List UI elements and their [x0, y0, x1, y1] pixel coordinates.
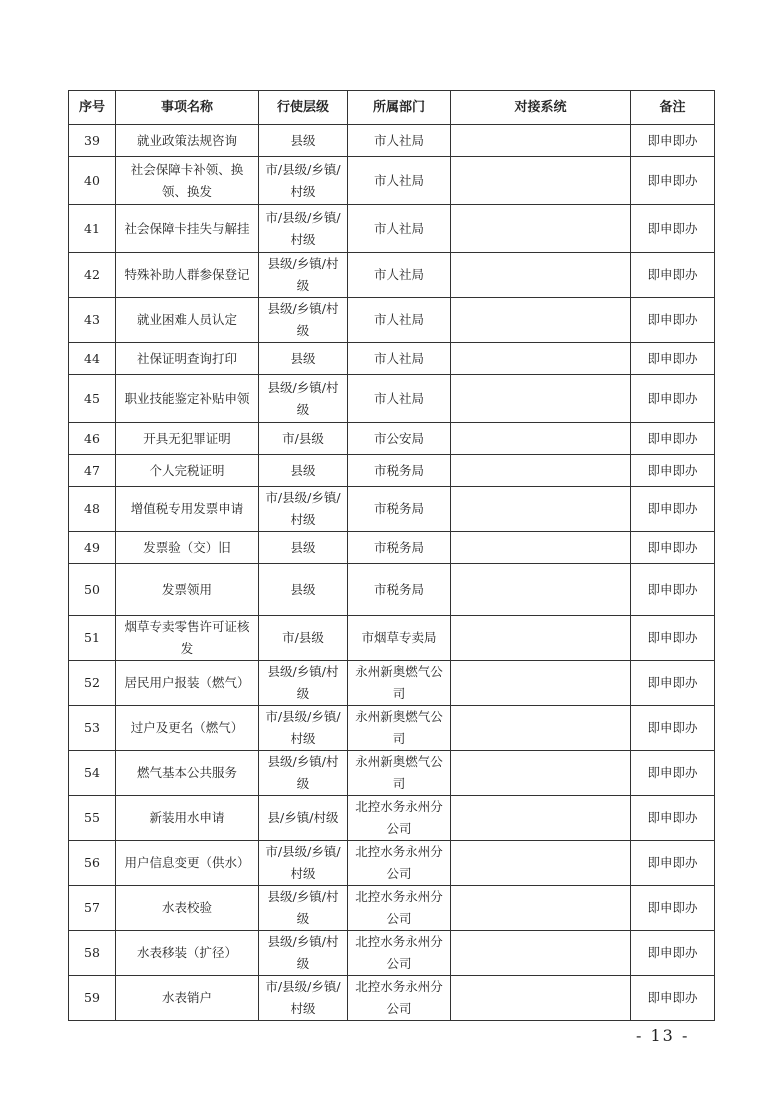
header-remarks: 备注 [631, 91, 715, 125]
cell-remarks: 即申即办 [631, 796, 715, 841]
table-row [69, 125, 715, 157]
cell-remarks: 即申即办 [631, 455, 715, 487]
cell-department: 永州新奥燃气公司 [348, 706, 451, 751]
cell-exercise-level: 县级/乡镇/村级 [259, 375, 348, 423]
cell-exercise-level: 县级/乡镇/村级 [259, 253, 348, 298]
cell-matter-name: 烟草专卖零售许可证核发 [116, 616, 259, 661]
table-header-row [69, 91, 715, 125]
table-body [69, 125, 715, 1021]
cell-serial-no: 41 [69, 205, 116, 253]
cell-department: 永州新奥燃气公司 [348, 661, 451, 706]
table-row [69, 423, 715, 455]
cell-serial-no: 59 [69, 976, 116, 1021]
cell-matter-name: 过户及更名（燃气） [116, 706, 259, 751]
cell-matter-name: 发票领用 [116, 564, 259, 616]
page-number: - 13 - [636, 1026, 690, 1045]
cell-remarks: 即申即办 [631, 976, 715, 1021]
cell-connected-system [451, 931, 631, 976]
cell-serial-no: 57 [69, 886, 116, 931]
table-row [69, 616, 715, 661]
cell-serial-no: 43 [69, 298, 116, 343]
cell-connected-system [451, 455, 631, 487]
cell-connected-system [451, 253, 631, 298]
cell-remarks: 即申即办 [631, 706, 715, 751]
cell-remarks: 即申即办 [631, 532, 715, 564]
cell-serial-no: 52 [69, 661, 116, 706]
cell-department: 北控水务永州分公司 [348, 976, 451, 1021]
cell-department: 市税务局 [348, 564, 451, 616]
cell-department: 市人社局 [348, 253, 451, 298]
cell-connected-system [451, 298, 631, 343]
cell-exercise-level: 市/县级/乡镇/村级 [259, 157, 348, 205]
cell-department: 市人社局 [348, 343, 451, 375]
cell-matter-name: 燃气基本公共服务 [116, 751, 259, 796]
cell-matter-name: 职业技能鉴定补贴申领 [116, 375, 259, 423]
cell-exercise-level: 县级/乡镇/村级 [259, 751, 348, 796]
cell-remarks: 即申即办 [631, 125, 715, 157]
cell-department: 市公安局 [348, 423, 451, 455]
header-matter-name: 事项名称 [116, 91, 259, 125]
cell-matter-name: 开具无犯罪证明 [116, 423, 259, 455]
cell-remarks: 即申即办 [631, 661, 715, 706]
cell-connected-system [451, 423, 631, 455]
cell-department: 市人社局 [348, 205, 451, 253]
header-connected-system: 对接系统 [451, 91, 631, 125]
cell-department: 市人社局 [348, 125, 451, 157]
cell-remarks: 即申即办 [631, 886, 715, 931]
header-exercise-level: 行使层级 [259, 91, 348, 125]
table-row [69, 841, 715, 886]
header-department: 所属部门 [348, 91, 451, 125]
cell-exercise-level: 市/县级 [259, 616, 348, 661]
cell-connected-system [451, 841, 631, 886]
cell-serial-no: 48 [69, 487, 116, 532]
table-row [69, 706, 715, 751]
cell-exercise-level: 市/县级/乡镇/村级 [259, 487, 348, 532]
table-row [69, 205, 715, 253]
cell-connected-system [451, 532, 631, 564]
cell-serial-no: 39 [69, 125, 116, 157]
cell-matter-name: 就业政策法规咨询 [116, 125, 259, 157]
cell-department: 市人社局 [348, 375, 451, 423]
cell-remarks: 即申即办 [631, 298, 715, 343]
cell-matter-name: 居民用户报装（燃气） [116, 661, 259, 706]
cell-serial-no: 49 [69, 532, 116, 564]
cell-department: 永州新奥燃气公司 [348, 751, 451, 796]
cell-serial-no: 44 [69, 343, 116, 375]
table-row [69, 298, 715, 343]
cell-serial-no: 47 [69, 455, 116, 487]
cell-department: 市税务局 [348, 532, 451, 564]
cell-remarks: 即申即办 [631, 751, 715, 796]
cell-connected-system [451, 343, 631, 375]
cell-matter-name: 水表销户 [116, 976, 259, 1021]
cell-serial-no: 45 [69, 375, 116, 423]
cell-remarks: 即申即办 [631, 487, 715, 532]
cell-connected-system [451, 976, 631, 1021]
cell-matter-name: 水表移装（扩径） [116, 931, 259, 976]
cell-remarks: 即申即办 [631, 253, 715, 298]
matters-table [68, 90, 715, 1021]
table-row [69, 661, 715, 706]
table-row [69, 375, 715, 423]
cell-connected-system [451, 886, 631, 931]
cell-connected-system [451, 751, 631, 796]
cell-remarks: 即申即办 [631, 616, 715, 661]
cell-matter-name: 水表校验 [116, 886, 259, 931]
cell-matter-name: 社保证明查询打印 [116, 343, 259, 375]
cell-remarks: 即申即办 [631, 841, 715, 886]
cell-remarks: 即申即办 [631, 205, 715, 253]
cell-connected-system [451, 125, 631, 157]
cell-remarks: 即申即办 [631, 564, 715, 616]
cell-remarks: 即申即办 [631, 343, 715, 375]
header-serial-no: 序号 [69, 91, 116, 125]
cell-serial-no: 46 [69, 423, 116, 455]
cell-serial-no: 51 [69, 616, 116, 661]
cell-exercise-level: 市/县级/乡镇/村级 [259, 976, 348, 1021]
cell-matter-name: 新装用水申请 [116, 796, 259, 841]
cell-serial-no: 55 [69, 796, 116, 841]
cell-exercise-level: 县级 [259, 455, 348, 487]
cell-department: 北控水务永州分公司 [348, 841, 451, 886]
table-row [69, 976, 715, 1021]
cell-exercise-level: 市/县级/乡镇/村级 [259, 205, 348, 253]
table-row [69, 532, 715, 564]
cell-connected-system [451, 205, 631, 253]
cell-connected-system [451, 706, 631, 751]
cell-matter-name: 个人完税证明 [116, 455, 259, 487]
cell-exercise-level: 县级/乡镇/村级 [259, 886, 348, 931]
table-row [69, 564, 715, 616]
cell-serial-no: 58 [69, 931, 116, 976]
cell-exercise-level: 市/县级/乡镇/村级 [259, 841, 348, 886]
cell-department: 北控水务永州分公司 [348, 931, 451, 976]
cell-remarks: 即申即办 [631, 931, 715, 976]
cell-exercise-level: 市/县级/乡镇/村级 [259, 706, 348, 751]
cell-matter-name: 社会保障卡挂失与解挂 [116, 205, 259, 253]
cell-connected-system [451, 375, 631, 423]
cell-exercise-level: 县级 [259, 532, 348, 564]
table-row [69, 343, 715, 375]
cell-matter-name: 社会保障卡补领、换领、换发 [116, 157, 259, 205]
cell-department: 市烟草专卖局 [348, 616, 451, 661]
cell-connected-system [451, 796, 631, 841]
cell-matter-name: 发票验（交）旧 [116, 532, 259, 564]
table-row [69, 455, 715, 487]
cell-exercise-level: 县级/乡镇/村级 [259, 661, 348, 706]
table-row [69, 931, 715, 976]
cell-exercise-level: 县级/乡镇/村级 [259, 931, 348, 976]
table-row [69, 751, 715, 796]
cell-matter-name: 就业困难人员认定 [116, 298, 259, 343]
cell-serial-no: 56 [69, 841, 116, 886]
cell-department: 北控水务永州分公司 [348, 796, 451, 841]
cell-department: 北控水务永州分公司 [348, 886, 451, 931]
cell-serial-no: 53 [69, 706, 116, 751]
cell-exercise-level: 县级 [259, 564, 348, 616]
cell-remarks: 即申即办 [631, 157, 715, 205]
cell-matter-name: 特殊补助人群参保登记 [116, 253, 259, 298]
cell-department: 市人社局 [348, 298, 451, 343]
cell-connected-system [451, 487, 631, 532]
cell-department: 市人社局 [348, 157, 451, 205]
cell-matter-name: 增值税专用发票申请 [116, 487, 259, 532]
table-row [69, 796, 715, 841]
table-row [69, 886, 715, 931]
cell-serial-no: 50 [69, 564, 116, 616]
cell-exercise-level: 县级 [259, 343, 348, 375]
cell-serial-no: 40 [69, 157, 116, 205]
table-row [69, 253, 715, 298]
cell-exercise-level: 县级/乡镇/村级 [259, 298, 348, 343]
cell-connected-system [451, 157, 631, 205]
cell-connected-system [451, 661, 631, 706]
cell-connected-system [451, 564, 631, 616]
table-row [69, 157, 715, 205]
cell-remarks: 即申即办 [631, 423, 715, 455]
cell-department: 市税务局 [348, 487, 451, 532]
cell-exercise-level: 县级 [259, 125, 348, 157]
cell-department: 市税务局 [348, 455, 451, 487]
cell-remarks: 即申即办 [631, 375, 715, 423]
cell-exercise-level: 县/乡镇/村级 [259, 796, 348, 841]
cell-serial-no: 54 [69, 751, 116, 796]
cell-matter-name: 用户信息变更（供水） [116, 841, 259, 886]
table-row [69, 487, 715, 532]
cell-exercise-level: 市/县级 [259, 423, 348, 455]
cell-connected-system [451, 616, 631, 661]
cell-serial-no: 42 [69, 253, 116, 298]
